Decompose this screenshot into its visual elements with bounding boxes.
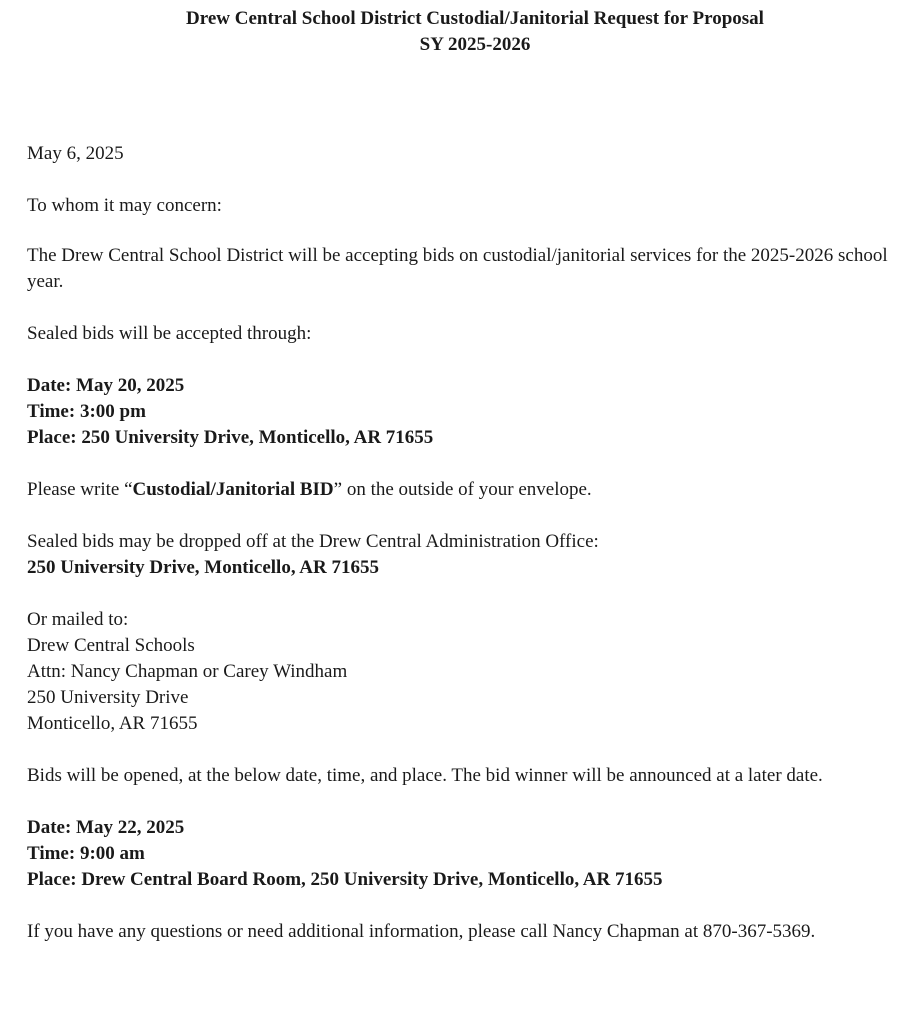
- opening-paragraph: Bids will be opened, at the below date, time, and place. The bid winner will be announced at a later date.: [27, 765, 823, 786]
- document-header: [0, 6, 912, 58]
- mail-line-1: Drew Central Schools: [27, 635, 195, 656]
- salutation: To whom it may concern:: [27, 195, 222, 216]
- intro-paragraph: The Drew Central School District will be accepting bids on custodial/janitorial services for the 2025-2026 school year.: [27, 245, 888, 292]
- dropoff-block: [27, 529, 904, 581]
- letter-date: May 6, 2025: [27, 143, 124, 164]
- opening-place: Place: Drew Central Board Room, 250 University Drive, Monticello, AR 71655: [27, 869, 663, 890]
- envelope-instruction: [27, 477, 904, 503]
- mail-line-3: 250 University Drive: [27, 687, 189, 708]
- envelope-prefix: Please write “: [27, 479, 133, 500]
- deadline-date: Date: May 20, 2025: [27, 375, 185, 396]
- mailing-address-block: [27, 607, 904, 737]
- dropoff-address: 250 University Drive, Monticello, AR 71655: [27, 557, 379, 578]
- document-title: Drew Central School District Custodial/Janitorial Request for Proposal: [186, 8, 764, 29]
- school-year: SY 2025-2026: [419, 34, 531, 55]
- opening-date: Date: May 22, 2025: [27, 817, 185, 838]
- opening-time: Time: 9:00 am: [27, 843, 145, 864]
- letter-body: [27, 141, 904, 945]
- mail-intro: Or mailed to:: [27, 609, 129, 630]
- sealed-through-text: Sealed bids will be accepted through:: [27, 323, 312, 344]
- deadline-place: Place: 250 University Drive, Monticello, AR 71655: [27, 427, 434, 448]
- envelope-label: Custodial/Janitorial BID: [132, 479, 334, 500]
- mail-line-4: Monticello, AR 71655: [27, 713, 198, 734]
- deadline-time: Time: 3:00 pm: [27, 401, 146, 422]
- deadline-block: [27, 373, 904, 451]
- mail-line-2: Attn: Nancy Chapman or Carey Windham: [27, 661, 348, 682]
- envelope-suffix: ” on the outside of your envelope.: [333, 479, 592, 500]
- dropoff-text: Sealed bids may be dropped off at the Drew Central Administration Office:: [27, 531, 599, 552]
- contact-paragraph: If you have any questions or need additional information, please call Nancy Chapman at 870-367-5369.: [27, 921, 816, 942]
- opening-block: [27, 815, 904, 893]
